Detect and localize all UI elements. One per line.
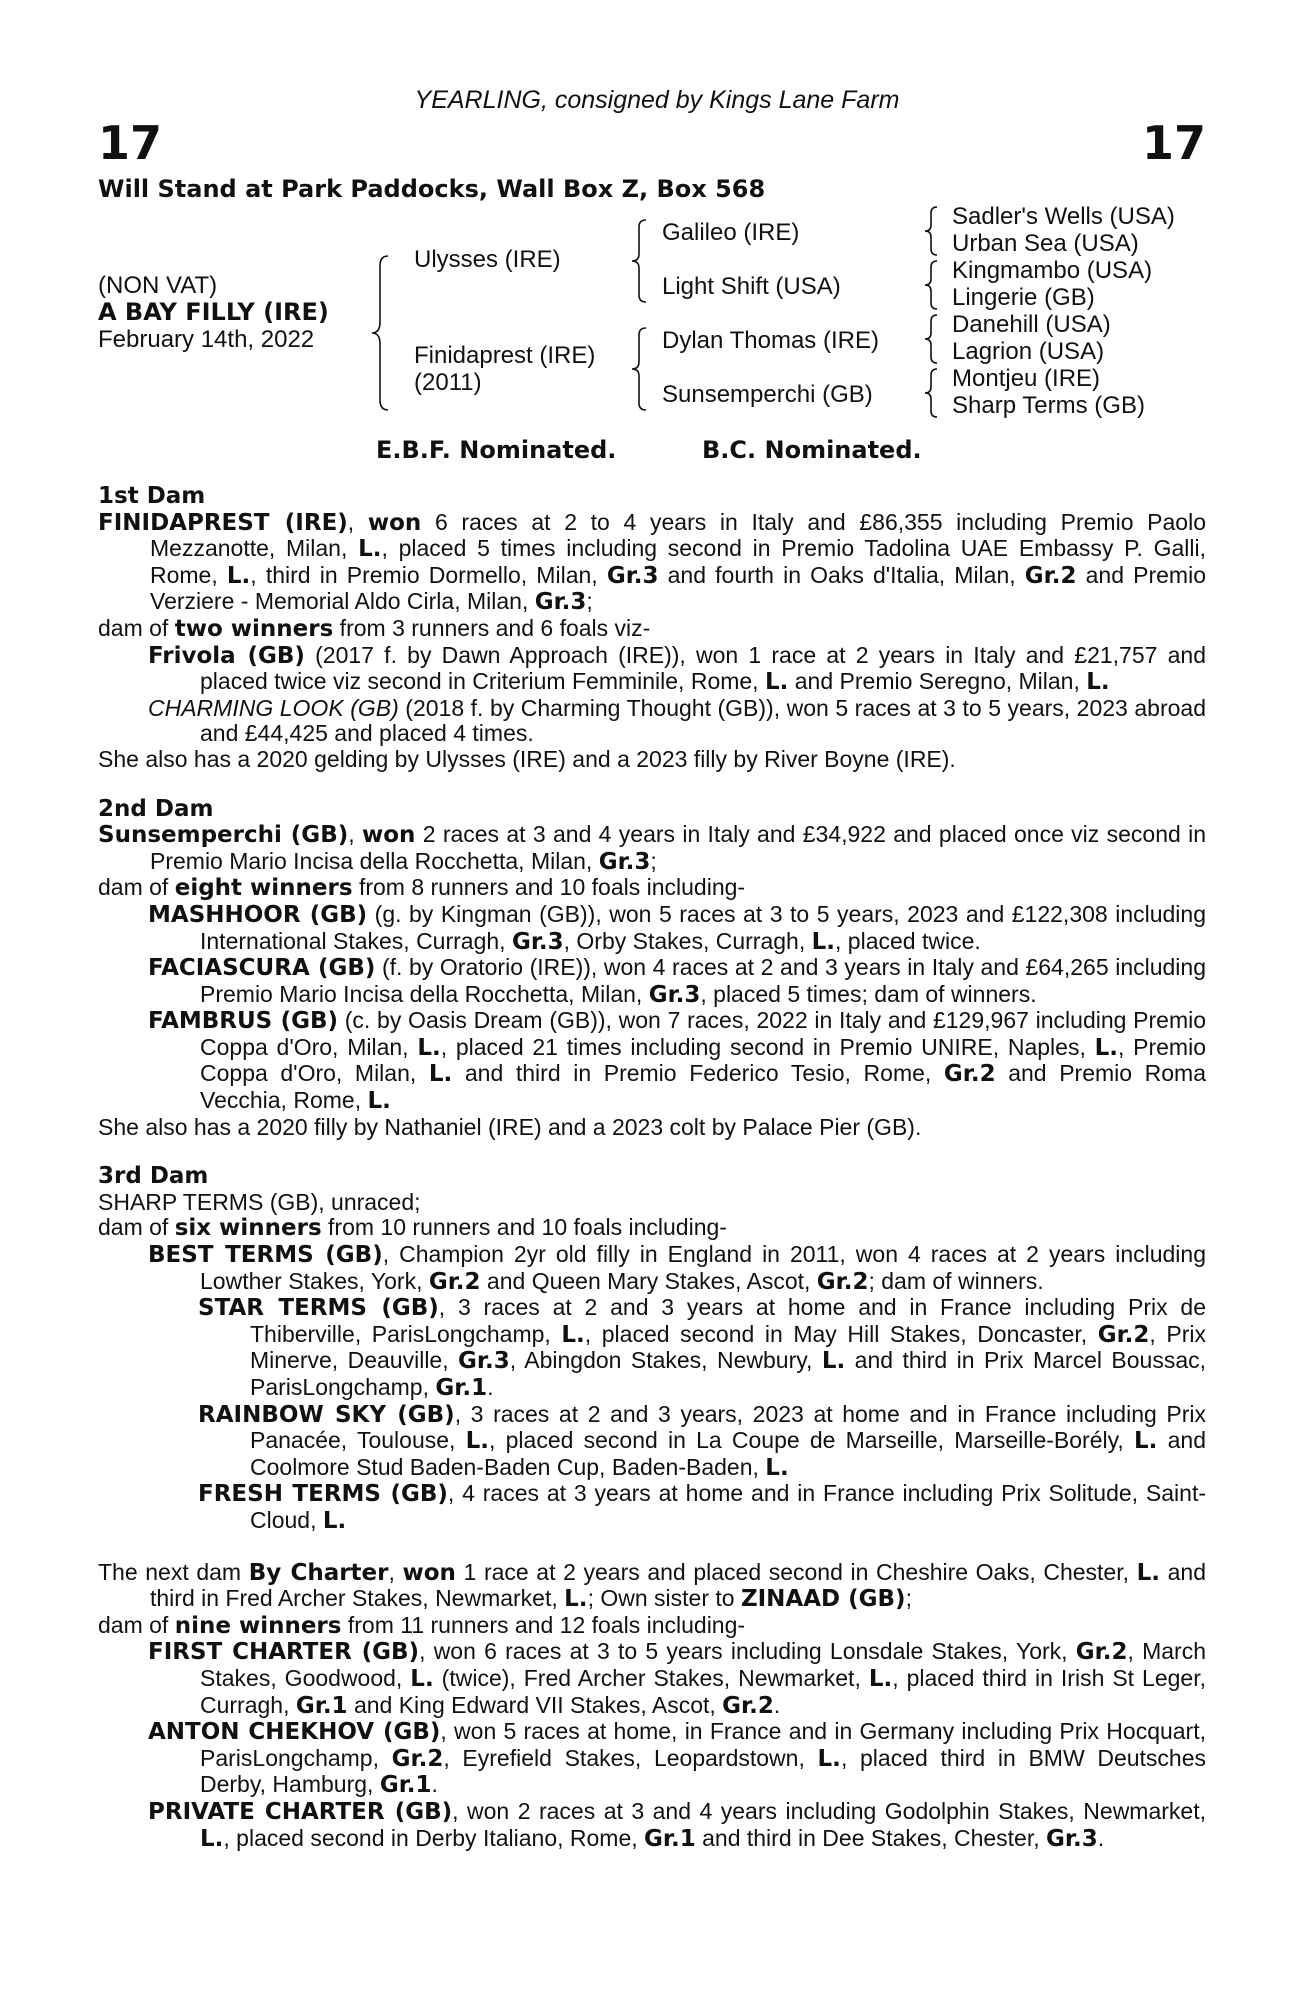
first-dam-also: She also has a 2020 gelding by Ulysses (IRE) and a 2023 filly by River Boyne (IRE). [98, 745, 956, 772]
produce-star-terms: STAR TERMS (GB), 3 races at 2 and 3 years at home and in France including Prix de Thiberville, ParisLongchamp, L., placed second in May Hill Stakes, Doncaster, Gr.2, Prix Minerve, Deauville, Gr.3, Abingdon Stakes, Newbury, L. and third in Prix Marcel Boussac, ParisLongchamp, Gr.1. [198, 1294, 1207, 1401]
produce-mashhoor: MASHHOOR (GB) (g. by Kingman (GB)), won 5 races at 3 to 5 years, 2023 and £122,308 including International Stakes, Curragh, Gr.3, Orby Stakes, Curragh, L., placed twice. [148, 900, 1206, 955]
pedigree-ggp-7: Montjeu (IRE) [952, 365, 1101, 392]
second-dam-dam-of: dam of eight winners from 8 runners and 10 foals including- [98, 874, 746, 902]
pedigree-bracket-sire [630, 218, 652, 304]
pedigree-ggp-6: Lagrion (USA) [952, 338, 1105, 365]
pedigree-dam-sire: Dylan Thomas (IRE) [662, 327, 879, 354]
produce-first-charter: FIRST CHARTER (GB), won 6 races at 3 to 5 years including Lonsdale Stakes, York, Gr.2, March Stakes, Goodwood, L. (twice), Fred Archer Stakes, Newmarket, L., placed third in Irish St Leger, Curragh, Gr.1 and King Edward VII Stakes, Ascot, Gr.2. [148, 1638, 1206, 1719]
first-dam-heading: 1st Dam [98, 483, 206, 509]
lot-number-right: 17 [1141, 116, 1206, 170]
pedigree-bracket-g1 [923, 205, 943, 257]
next-dam-dam-of: dam of nine winners from 11 runners and 12 foals including- [98, 1611, 746, 1639]
ebf-nomination: E.B.F. Nominated. [376, 436, 617, 464]
produce-frivola: Frivola (GB) (2017 f. by Dawn Approach (IRE)), won 1 race at 2 years in Italy and £21,757 and placed twice viz second in Criterium Femminile, Rome, L. and Premio Seregno, Milan, L. [148, 641, 1206, 696]
lot-number-left: 17 [98, 116, 163, 170]
produce-fambrus: FAMBRUS (GB) (c. by Oasis Dream (GB)), won 7 races, 2022 in Italy and £129,967 including Premio Coppa d'Oro, Milan, L., placed 21 times including second in Premio UNIRE, Naples, L., Premio Coppa d'Oro, Milan, L. and third in Premio Federico Tesio, Rome, Gr.2 and Premio Roma Vecchia, Rome, L. [148, 1007, 1207, 1115]
pedigree-sire-sire: Galileo (IRE) [662, 219, 800, 246]
pedigree-ggp-2: Urban Sea (USA) [952, 230, 1139, 257]
pedigree-dam-dam: Sunsemperchi (GB) [662, 381, 873, 408]
produce-faciascura: FACIASCURA (GB) (f. by Oratorio (IRE)), won 4 races at 2 and 3 years in Italy and £64,265 including Premio Mario Incisa della Rocchetta, Milan, Gr.3, placed 5 times; dam of winners. [148, 954, 1206, 1008]
pedigree-ggp-8: Sharp Terms (GB) [952, 392, 1145, 419]
pedigree-bracket-dam [630, 326, 652, 412]
vat-status: (NON VAT) [98, 272, 218, 299]
next-dam-paragraph: The next dam By Charter, won 1 race at 2 years and placed second in Cheshire Oaks, Chester, L. and third in Fred Archer Stakes, Newmarket, L.; Own sister to ZINAAD (GB); [98, 1558, 1207, 1613]
pedigree-ggp-4: Lingerie (GB) [952, 284, 1095, 311]
pedigree-sire: Ulysses (IRE) [414, 246, 561, 273]
foaling-date: February 14th, 2022 [98, 326, 315, 353]
third-dam-dam-of: dam of six winners from 10 runners and 10 foals including- [98, 1214, 727, 1242]
third-dam-heading: 3rd Dam [98, 1163, 209, 1190]
pedigree-ggp-1: Sadler's Wells (USA) [952, 203, 1175, 230]
produce-rainbow-sky: RAINBOW SKY (GB), 3 races at 2 and 3 years, 2023 at home and in France including Prix Panacée, Toulouse, L., placed second in La Coupe de Marseille, Marseille-Borély, L. and Coolmore Stud Baden-Baden Cup, Baden-Baden, L. [198, 1400, 1207, 1481]
second-dam-heading: 2nd Dam [98, 795, 214, 822]
first-dam-name: FINIDAPREST (IRE) [98, 509, 348, 536]
pedigree-bracket-g2 [923, 259, 943, 311]
produce-private-charter: PRIVATE CHARTER (GB), won 2 races at 3 and 4 years including Godolphin Stakes, Newmarket, L., placed second in Derby Italiano, Rome, Gr.1 and third in Dee Stakes, Chester, Gr.3. [148, 1797, 1206, 1852]
pedigree-dam-year: (2011) [414, 369, 482, 396]
pedigree-ggp-3: Kingmambo (USA) [952, 257, 1153, 284]
produce-charming-look: CHARMING LOOK (GB) (2018 f. by Charming Thought (GB)), won 5 races at 3 to 5 years, 2023 abroad and £44,425 and placed 4 times. [148, 694, 1206, 747]
pedigree-dam: Finidaprest (IRE) [414, 342, 596, 369]
pedigree-sire-dam: Light Shift (USA) [662, 273, 841, 300]
first-dam-dam-of: dam of two winners from 3 runners and 6 foals viz- [98, 614, 651, 642]
third-dam-name: SHARP TERMS (GB), unraced; [98, 1188, 421, 1215]
produce-record [98, 484, 1206, 1852]
produce-anton-chekhov: ANTON CHEKHOV (GB), won 5 races at home, in France and in Germany including Prix Hocquart, ParisLongchamp, Gr.2, Eyrefield Stakes, Leopardstown, L., placed third in BMW Deutsches Derby, Hamburg, Gr.1. [148, 1718, 1207, 1799]
horse-name: A BAY FILLY (IRE) [98, 298, 329, 326]
pedigree-bracket-1 [370, 254, 394, 412]
produce-fresh-terms: FRESH TERMS (GB), 4 races at 3 years at home and in France including Prix Solitude, Saint-Cloud, L. [198, 1480, 1206, 1534]
bc-nomination: B.C. Nominated. [702, 436, 922, 464]
first-dam-paragraph: FINIDAPREST (IRE), won 6 races at 2 to 4 years in Italy and £86,355 including Premio Paolo Mezzanotte, Milan, L., placed 5 times including second in Premio Tadolina UAE Embassy P. Galli, Rome, L., third in Premio Dormello, Milan, Gr.3 and fourth in Oaks d'Italia, Milan, Gr.2 and Premio Verziere - Memorial Aldo Cirla, Milan, Gr.3; [98, 508, 1206, 616]
consignor-subtitle: YEARLING, consigned by Kings Lane Farm [414, 86, 900, 114]
produce-best-terms: BEST TERMS (GB), Champion 2yr old filly in England in 2011, won 4 races at 2 years including Lowther Stakes, York, Gr.2 and Queen Mary Stakes, Ascot, Gr.2; dam of winners. [148, 1241, 1206, 1295]
second-dam-paragraph: Sunsemperchi (GB), won 2 races at 3 and 4 years in Italy and £34,922 and placed once viz second in Premio Mario Incisa della Rocchetta, Milan, Gr.3; [98, 821, 1206, 875]
stand-location: Will Stand at Park Paddocks, Wall Box Z, Box 568 [98, 175, 766, 203]
pedigree-bracket-g4 [923, 367, 943, 419]
pedigree-ggp-5: Danehill (USA) [952, 311, 1111, 338]
second-dam-also: She also has a 2020 filly by Nathaniel (IRE) and a 2023 colt by Palace Pier (GB). [98, 1113, 922, 1140]
pedigree-bracket-g3 [923, 313, 943, 365]
